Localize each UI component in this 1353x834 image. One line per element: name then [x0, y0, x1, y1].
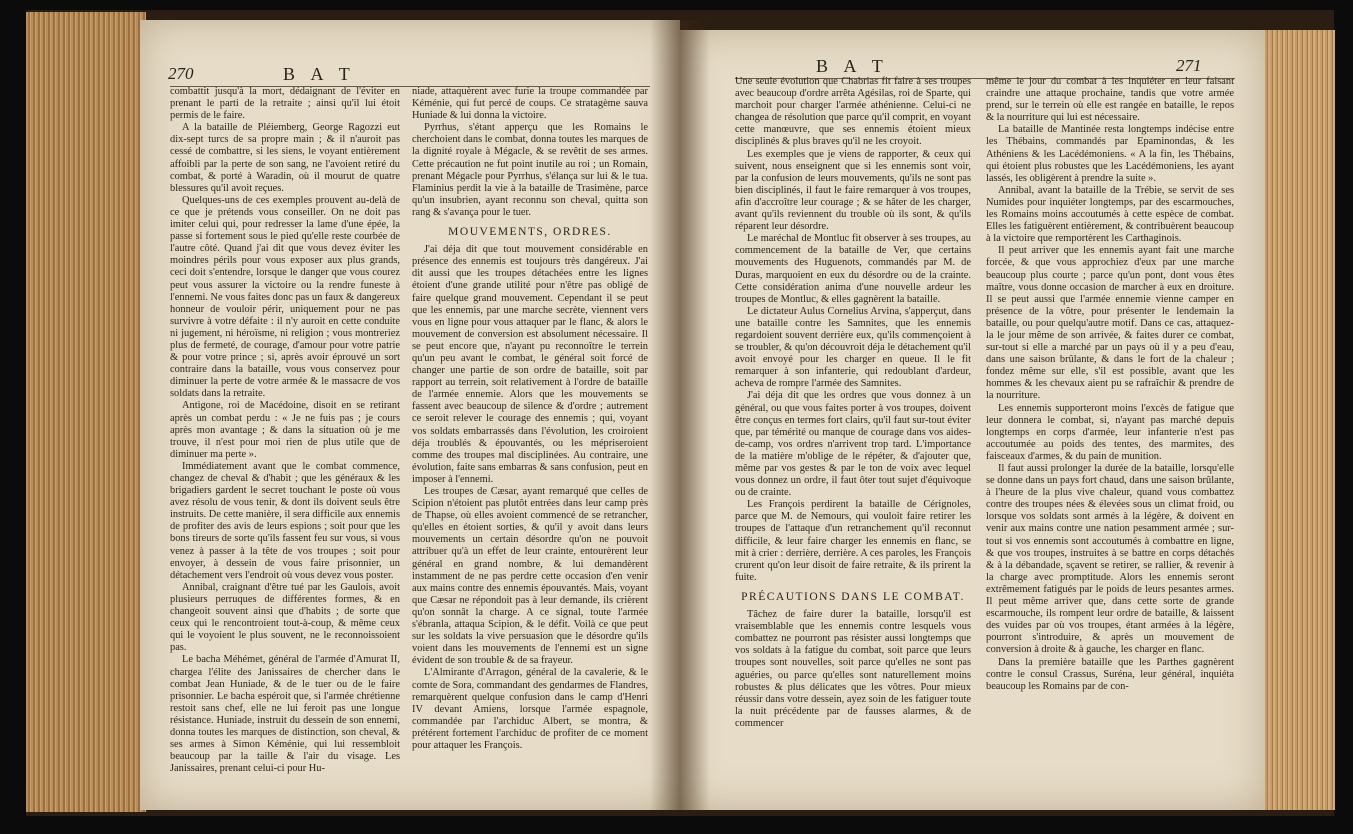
left-column-1	[170, 86, 400, 786]
left-page-edges	[26, 12, 146, 812]
paragraph: Les François perdirent la bataille de Cérignoles, parce que M. de Nemours, qui vouloit faire retirer les troupes de l'attaque d'un retranchement qu'il reconnut difficile, & leur faire charger les ennemis en flanc, se mit à crier : derrière, derrière. A ces paroles, les François crurent qu'on leur disoit de faire retraite, & ils prirent la fuite.	[735, 499, 971, 583]
left-running-head: B A T	[283, 64, 356, 84]
right-page-edges	[1260, 30, 1335, 810]
paragraph: Le maréchal de Montluc fit observer à ses troupes, au commencement de la bataille de Ver, que certains mouvements des Huguenots, commandés par M. de Duras, marquoient en eux du désordre ou de la crainte. Cette considération anima d'une nouvelle ardeur les troupes de Montluc, & elles gagnèrent la bataille.	[735, 233, 971, 305]
paragraph: Annibal, craignant d'être tué par les Gaulois, avoit plusieurs perruques de différentes formes, & en changeoit souvent ainsi que d'habits ; de sorte que ceux qui le rencontroient tout-à-coup, & même ceux qui le voyoient le plus souvent, ne le reconnoissoient pas.	[170, 581, 400, 654]
right-column-2	[986, 76, 1234, 781]
right-running-head: B A T	[816, 56, 889, 76]
paragraph: niade, attaquèrent avec furie la troupe commandée par Kéménie, qui fut percé de coups. Ce stratagème sauva Huniade & lui donna la victoire.	[412, 86, 648, 122]
paragraph: Le bacha Méhémet, général de l'armée d'Amurat II, chargea l'élite des Janissaires de chercher dans le combat Jean Huniade, & de le tuer ou de le faire prisonnier. Le bacha espéroit que, si l'armée chrétienne restoit sans chef, elle ne lui feroit pas une longue résistance. Huniade, instruit du dessein de son ennemi, donna toutes les marques de distinction, son cheval, & ses armes à Simon Kéménie, qui lui ressembloit beaucoup par la taille & l'air du visage. Les Janissaires, prenant celui-ci pour Hu-	[170, 654, 400, 775]
paragraph: Il peut arriver que les ennemis ayant fait une marche forcée, & que vous approchiez d'eux par une marche beaucoup plus courte ; parce qu'un pont, dont vous êtes maître, vous donne occasion de marcher à eux en droiture. Il se peut aussi que l'armée ennemie vienne camper en présence de la vôtre, pour présenter le lendemain la bataille, ou pour quelqu'autre motif. Dans ce cas, attaquez-la le jour même de son arrivée, & faites durer ce combat, sur-tout si elle a marché par un pays où il y a peu d'eau, dans une saison brûlante, & dans le fort de la chaleur ; fondez même sur elle, s'il est possible, avant que les hommes & les chevaux aient pu se rafraîchir & prendre de la nourriture.	[986, 245, 1234, 402]
paragraph: même le jour du combat à les inquiéter en leur faisant craindre une attaque prochaine, tandis que votre armée prend, sur le terrein où elle est rangée en bataille, le repos & la nourriture qui lui est nécessaire.	[986, 76, 1234, 124]
right-column-1	[735, 76, 971, 781]
left-page-number: 270	[168, 64, 194, 83]
paragraph: Immédiatement avant que le combat commence, changez de cheval & d'habit ; que les généraux & les brigadiers gardent le secret touchant le poste où vous avez résolu de vous tenir, & dont ils doivent seuls être instruits. De cette manière, il sera difficile aux ennemis de profiter des avis de leurs espions ; soit pour que les bons tireurs de sorte qu'ils fassent feu sur vous, si vous venez à passer à la tête de vos troupes ; soit pour envoyer, à dessein de vous faire prisonnier, un détachement vers l'endroit où vous devez vous poster.	[170, 460, 400, 581]
paragraph: A la bataille de Pléiemberg, George Ragozzi eut dix-sept turcs de sa propre main ; & il n'auroit pas cessé de combattre, si les siens, le voyant entièrement affoibli par la perte de son sang, ne l'avoient retiré du combat, & porté à Waradin, où il mourut de quatre blessures qu'il avoit reçues.	[170, 122, 400, 194]
book-gutter	[650, 20, 710, 810]
paragraph: Il faut aussi prolonger la durée de la bataille, lorsqu'elle se donne dans un pays fort chaud, dans une saison brûlante, à l'heure de la plus vive chaleur, quand vous combattez contre des troupes nées & élevées sous un climat froid, ou lorsque vos soldats sont armés à la légère, & doivent en venir aux mains contre une nation pesamment armée ; sur-tout si vos ennemis sont accoutumés à combattre en ligne, & que vos troupes, instruites à se battre en corps détachés & à la débandade, sçavent se retirer, se rallier, & revenir à la charge avec promptitude. Alors les ennemis seront extrêmement fatigués par le poids de leurs pesantes armes. Il peut même arriver que, dans cette sorte de grande escarmouche, ils rompent leur ordre de bataille, & laissent des vuides par où vos troupes, étant armées à la légère, pourront s'introduire, & après un mouvement de conversion à droite & à gauche, les charger en flanc.	[986, 463, 1234, 656]
paragraph: J'ai déja dit que tout mouvement considérable en présence des ennemis est toujours très dangéreux. J'ai dit aussi que les troupes détachées entre les lignes étoient d'une grande utilité pour n'être pas obligé de faire quelque grand mouvement. Cependant il se peut que les ennemis, par une marche secrète, viennent vers vous en ligne pour vous attaquer par le flanc, & alors le mouvement de conversion est absolument nécessaire. Il se peut encore que, n'ayant pu reconnoître le terrein qu'un peu avant le combat, le général soit forcé de changer une partie de son ordre de bataille, soit par rapport au terrein, soit relativement à l'ordre de bataille de l'armée ennemie. Alors que les mouvements se fassent avec beaucoup de silence & d'ordre ; autrement ce seroit relever le courage des ennemis ; qui, voyant vos soldats embarrassés dans l'évolution, les croiroient déja troublés & épouvantés, ou les mépriseroient comme des troupes mal disciplinées. Au contraire, une évolution, faite sans embarras & sans confusion, peut en imposer à l'ennemi.	[412, 244, 648, 485]
paragraph: Pyrrhus, s'étant apperçu que les Romains le cherchoient dans le combat, donna toutes les marques de la dignité royale à Mégacle, & se revêtit de ses armes. Cette précaution ne fut point inutile au roi ; un Romain, prenant Mégacle pour Pyrrhus, s'élança sur lui & le tua. Flaminius perdit la vie à la bataille de Trasimène, parce qu'un insubrien, ayant reconnu son cheval, quitta son rang & s'avança pour le tuer.	[412, 122, 648, 218]
paragraph: combattit jusqu'à la mort, dédaignant de l'éviter en prenant le parti de la retraite ; ainsi qu'il lui étoit permis de le faire.	[170, 86, 400, 122]
paragraph: Annibal, avant la bataille de la Trébie, se servit de ses Numides pour inquiéter longtemps, par des escarmouches, les Romains moins accoutumés à cette espèce de combat. Elles les fatiguèrent entièrement, & contribuèrent beaucoup à la victoire que remportèrent les Carthaginois.	[986, 184, 1234, 245]
paragraph: Dans la première bataille que les Parthes gagnèrent contre le consul Crassus, Suréna, leur général, inquiéta beaucoup les Romains par de con-	[986, 656, 1234, 692]
left-column-2	[412, 86, 648, 786]
paragraph: J'ai déja dit que les ordres que vous donnez à un général, ou que vous faites porter à vos troupes, doivent être conçus en termes fort clairs, qu'il faut sur-tout éviter que, par témérité ou manque de courage dans vos aides-de-camp, vos ordres n'arrivent trop tard. L'importance de la matière m'oblige de le répéter, & d'ajouter que, même par vos gestes & par le ton de voix avec lequel vous donnez un ordre, il faut ôter tout sujet d'équivoque ou de crainte.	[735, 390, 971, 499]
paragraph: L'Almirante d'Arragon, général de la cavalerie, & le comte de Sora, commandant des gendarmes de Flandres, remarquèrent quelque confusion dans le camp d'Henri IV devant Amiens, lorsque l'armée espagnole, commandée par l'archiduc Albert, se montra, & prétérent fortement l'archiduc de profiter de ce moment pour attaquer les François.	[412, 667, 648, 751]
section-heading-precautions: PRÉCAUTIONS DANS LE COMBAT.	[741, 590, 965, 603]
paragraph: Une seule évolution que Chabrias fit faire à ses troupes avec beaucoup d'ordre arrêta Agésilas, roi de Sparte, qui marchoit pour charger l'armée athénienne. Celui-ci ne changea de résolution que parce qu'il comprit, en voyant cette manœuvre, que ses ennemis étoient mieux disciplinés & plus braves qu'il ne les croyoit.	[735, 76, 971, 148]
section-heading-mouvements: MOUVEMENTS, ORDRES.	[448, 226, 612, 239]
paragraph: Les troupes de Cæsar, ayant remarqué que celles de Scipion n'étoient pas plutôt entrées dans leur camp près de Thapse, où elles avoient commencé de se retrancher, qu'elles en étoient sorties, & qu'il y avoit dans leurs mouvements un certain désordre qu'on ne pouvoit attribuer qu'à un effet de leur crainte, entourèrent leur général en grand nombre, & lui demandèrent instamment de ne pas perdre cette occasion d'en venir aux mains contre des ennemis épouvantés. Mais, voyant que Cæsar ne répondoit pas à leur demande, ils crièrent qu'on sonnât la charge. A ce signal, toute l'armée s'ébranla, attaqua Scipion, & le défit. Voilà ce que peut sur les soldats la vive persuasion que le désordre qu'ils voient dans les mouvements de l'ennemi est un signe évident de son trouble & de sa frayeur.	[412, 486, 648, 667]
paragraph: La bataille de Mantinée resta longtemps indécise entre les Thébains, commandés par Epaminondas, & les Athéniens & les Lacédémoniens. « A la fin, les Thébains, qui étoient plus robustes que les Lacédémoniens, les ayant lassés, les obligèrent à prendre la suite ».	[986, 124, 1234, 184]
paragraph: Quelques-uns de ces exemples prouvent au-delà de ce que je prétends vous conseiller. On ne doit pas imiter celui qui, pour redresser la lame d'une épée, la passe si fortement sous le pied qu'elle reste courbée de l'autre côté. Quand j'ai dit que vous devez éviter les moindres périls pour vous exposer aux plus grands, ceci doit s'entendre, lorsque le danger que vous courez peut vous assurer la victoire ou la rendre funeste à l'ennemi. Ne vous faites donc pas un faux & dangereux honneur de vouloir périr, uniquement pour ne pas survivre à votre défaite : il n'y auroit en cette conduite ni jugement, ni héroïsme, ni religion ; vous montreriez plus de fermeté, de courage, d'amour pour votre patrie & pour votre prince ; si, après avoir éprouvé un sort contraire dans la bataille, vous vous conservez pour diminuer la perte de votre armée & le massacre de vos soldats dans la retraite.	[170, 194, 400, 400]
paragraph: Le dictateur Aulus Cornelius Arvina, s'apperçut, dans une bataille contre les Samnites, que les ennemis regardoient souvent derrière eux, qu'ils commençoient à se troubler, & qu'on découvroit déja le détachement qu'il avoit envoyé pour les charger en queue. Il le fit remarquer à son infanterie, qui redoublant d'ardeur, acheva de rompre l'armée des Samnites.	[735, 305, 971, 390]
paragraph: Les ennemis supporteront moins l'excès de fatigue que leur donnera le combat, si, n'ayant pas marché depuis longtemps en corps d'armée, leur infanterie n'est pas accoutumée au poids des tentes, des marmites, des faisceaux d'armes, & du pain de munition.	[986, 402, 1234, 462]
paragraph: Les exemples que je viens de rapporter, & ceux qui suivent, nous enseignent que si les ennemis sont voir, par la confusion de leurs mouvements, qu'ils ne sont pas bien disciplinés, il faut le faire remarquer à vos troupes, afin d'accroître leur courage ; & se hâter de les charger, avant qu'ils reviennent du trouble où ils sont, & qu'ils réparent leur désordre.	[735, 148, 971, 233]
right-page-number: 271	[1176, 56, 1202, 75]
paragraph: Antigone, roi de Macédoine, disoit en se retirant après un combat perdu : « Je ne fuis pas ; je cours après mon avantage ; & dans la situation où je me trouve, il n'est pour moi rien de plus utile que de diminuer ma perte ».	[170, 400, 400, 460]
paragraph: Tâchez de faire durer la bataille, lorsqu'il est vraisemblable que les ennemis contre lesquels vous combattez ne pourront pas résister aussi longtemps que vos soldats à la fatigue du combat, soit parce que leurs troupes sont nouvelles, soit parce qu'elles ne sont pas aguéries, ou parce qu'elles sont naturellement moins robustes & plus délicates que les vôtres. Pour mieux réussir dans votre dessein, ayez soin de les fatiguer toute la nuit précédente par de fausses alarmes, & de commencer	[735, 609, 971, 729]
